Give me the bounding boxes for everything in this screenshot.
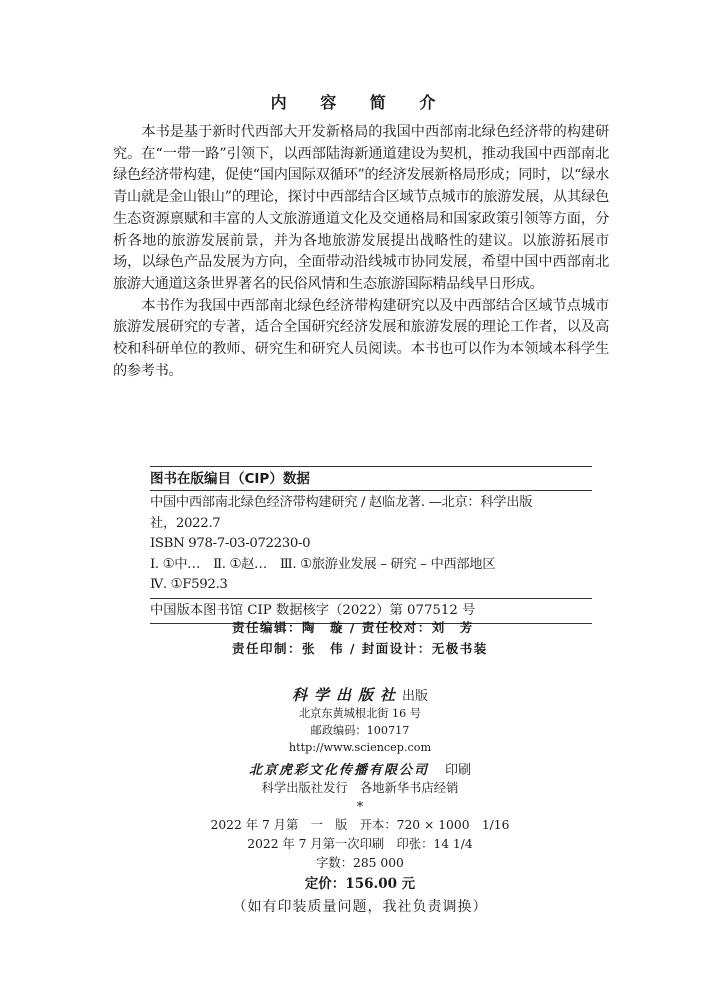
intro-section bbox=[113, 122, 609, 382]
cip-block bbox=[150, 466, 592, 624]
cip-line: 中国中西部南北绿色经济带构建研究 / 赵临龙著. —北京：科学出版 bbox=[150, 495, 533, 510]
printer-name: 北京虎彩文化传播有限公司 bbox=[248, 763, 429, 778]
publisher-row bbox=[0, 684, 720, 705]
price: 定价：156.00 元 bbox=[304, 876, 416, 892]
cip-line: ISBN 978-7-03-072230-0 bbox=[150, 536, 311, 551]
distribution: 科学出版社发行 各地新华书店经销 bbox=[261, 781, 459, 795]
editor-line: 责任编辑：陶 璇 / 责任校对：刘 芳 bbox=[232, 620, 474, 635]
cip-number: 中国版本图书馆 CIP 数据核字（2022）第 077512 号 bbox=[150, 602, 476, 618]
intro-paragraph: 本书作为我国中西部南北绿色经济带构建研究以及中西部结合区域节点城市旅游发展研究的专著，适合全国研究经济发展和旅游发展的理论工作者，以及高校和科研单位的教师、研究生和研究人员阅读。本书也可以作为本领域本科学生的参考书。 bbox=[113, 297, 609, 379]
publisher-role: 出版 bbox=[402, 689, 429, 704]
edition-info: 2022 年 7 月第 一 版 开本：720 × 1000 1/16 bbox=[210, 818, 510, 832]
word-count: 字数：285 000 bbox=[316, 856, 404, 870]
printing-info: 2022 年 7 月第一次印刷 印张：14 1/4 bbox=[247, 837, 473, 851]
cip-body bbox=[150, 491, 592, 598]
cip-line: Ⅳ. ①F592.3 bbox=[150, 577, 228, 592]
cip-line: Ⅰ. ①中… Ⅱ. ①赵… Ⅲ. ①旅游业发展 – 研究 – 中西部地区 bbox=[150, 556, 496, 572]
printer-role: 印刷 bbox=[445, 763, 472, 778]
publisher-name: 科学出版社 bbox=[291, 686, 402, 704]
intro-paragraph: 本书是基于新时代西部大开发新格局的我国中西部南北绿色经济带的构建研究。在“一带一路”引领下，以西部陆海新通道建设为契机，推动我国中西部南北绿色经济带构建，促使“国内国际双循环”的经济发展新格局形成；同时，以“绿水青山就是金山银山”的理论，探讨中西部结合区域节点城市的旅游发展，从其绿色生态资源禀赋和丰富的人文旅游通道文化及交通格局和国家政策引领等方面，分析各地的旅游发展前景，并为各地旅游发展提出战略性的建议。以旅游拓展市场，以绿色产品发展为方向，全面带动沿线城市协同发展，希望中国中西部南北旅游大通道这条世界著名的民俗风情和生态旅游国际精品线早日形成。 bbox=[113, 124, 609, 292]
editors-block bbox=[232, 617, 562, 659]
publisher-address: 北京东黄城根北街 16 号 bbox=[298, 707, 422, 720]
editor-line: 责任印制：张 伟 / 封面设计：无极书装 bbox=[232, 641, 488, 656]
publisher-postcode: 邮政编码：100717 bbox=[310, 724, 410, 737]
page-title: 内 容 简 介 bbox=[270, 93, 450, 112]
publication-info bbox=[0, 684, 720, 919]
cip-title: 图书在版编目（CIP）数据 bbox=[150, 471, 310, 487]
printer-row bbox=[0, 756, 720, 779]
quality-note: （如有印装质量问题，我社负责调换） bbox=[232, 899, 488, 915]
cip-line: 社，2022.7 bbox=[150, 515, 221, 531]
separator-star: * bbox=[356, 800, 364, 815]
publisher-website: http://www.sciencep.com bbox=[288, 741, 432, 754]
